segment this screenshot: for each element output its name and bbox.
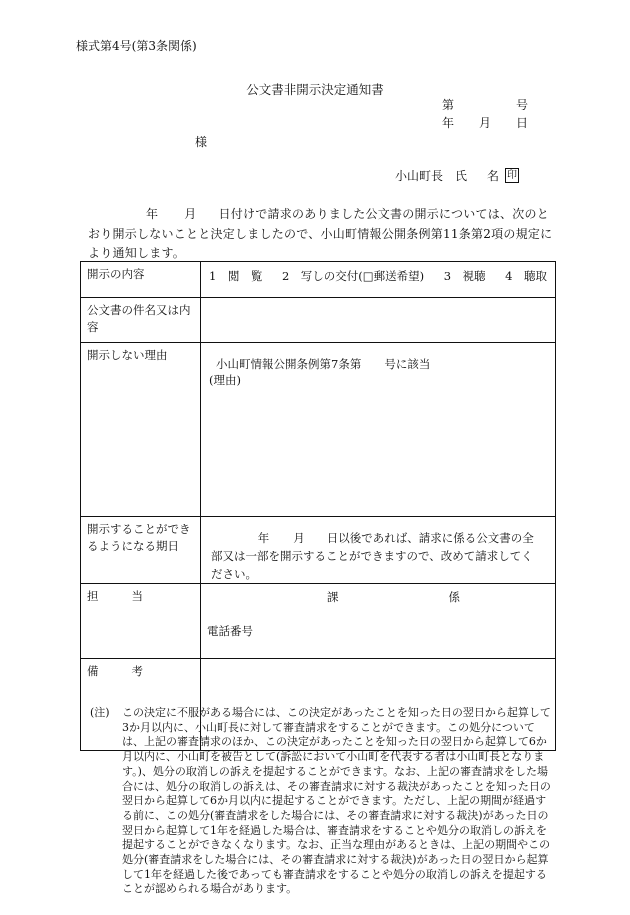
addressee-suffix: 様 bbox=[195, 135, 208, 149]
intro-month: 月 bbox=[184, 207, 197, 221]
issuer-office: 小山町長 bbox=[395, 169, 444, 183]
disclosure-options bbox=[201, 262, 556, 298]
number-prefix: 第 bbox=[442, 98, 455, 112]
row-disclosure-content bbox=[81, 262, 556, 298]
row-possible-date bbox=[81, 517, 556, 584]
date-year: 年 bbox=[442, 116, 455, 130]
label-contact-a: 担 bbox=[87, 589, 99, 603]
label-remarks-b: 考 bbox=[131, 664, 143, 678]
document-title: 公文書非開示決定通知書 bbox=[246, 82, 384, 97]
reason-article: 小山町情報公開条例第7条第 号に該当 bbox=[216, 357, 431, 371]
contact-content bbox=[201, 584, 556, 659]
intro-paragraph bbox=[88, 205, 556, 264]
option-copy: 2 写しの交付(□郵送希望) bbox=[281, 269, 425, 283]
label-reason: 開示しない理由 bbox=[81, 343, 201, 517]
issue-date-line bbox=[442, 114, 528, 131]
number-suffix: 号 bbox=[515, 98, 528, 112]
date-month: 月 bbox=[478, 116, 491, 130]
document-name-value bbox=[201, 298, 556, 343]
label-contact-b: 当 bbox=[131, 589, 143, 603]
form-number: 様式第4号(第3条関係) bbox=[76, 39, 197, 53]
label-possible-date: 開示することができるようになる期日 bbox=[81, 517, 201, 584]
label-remarks-a: 備 bbox=[87, 664, 99, 678]
label-contact bbox=[81, 584, 201, 659]
reason-content bbox=[201, 343, 556, 517]
reason-caption: (理由) bbox=[209, 373, 241, 387]
possible-text: 日以後であれば、請求に係る公文書の全部又は一部を開示することができますので、改めて請求してください。 bbox=[211, 531, 534, 581]
intro-text: 日付けで請求のありました公文書の開示については、次のとおり開示しないことと決定しましたので、小山町情報公開条例第11条第2項の規定により通知します。 bbox=[88, 207, 553, 260]
document-number-line bbox=[442, 96, 528, 113]
possible-month: 月 bbox=[293, 531, 305, 545]
date-day: 日 bbox=[515, 116, 528, 130]
label-disclosure-content: 開示の内容 bbox=[81, 262, 201, 298]
note-section bbox=[80, 706, 556, 897]
note-text: この決定に不服がある場合には、この決定があったことを知った日の翌日から起算して3か月以内に、小山町長に対して審査請求をすることができます。この処分については、上記の審査請求のほか、この決定があったことを知った日の翌日から起算して6か月以内に、小山町を被告として(訴訟において小山町を代表する者は小山町長となります。)、処分の取消しの訴えを提起することができます。なお、上記の審査請求をした場合には、処分の取消しの訴えは、その審査請求に対する裁決があったことを知った日の翌日から起算して6か月以内に提起することができます。ただし、上記の期間が経過する前に、この処分(審査請求をした場合には、その審査請求に対する裁決)があった日の翌日から起算して1年を経過した場合は、審査請求をすることや処分の取消しの訴えを提起することができなくなります。なお、正当な理由があるときは、上記の期間やこの処分(審査請求をした場合には、その審査請求に対する裁決)があった日の翌日から起算して1年を経過した後であっても審査請求をすることや処分の取消しの訴えを提起することが認められる場合があります。 bbox=[122, 706, 551, 896]
subsection-label: 係 bbox=[448, 590, 460, 604]
section-label: 課 bbox=[327, 590, 339, 604]
note-mark: (注) bbox=[90, 706, 110, 719]
seal-mark: 印 bbox=[507, 170, 518, 181]
label-document-name: 公文書の件名又は内容 bbox=[81, 298, 201, 343]
option-listen: 4 聴取 bbox=[505, 269, 547, 283]
possible-year: 年 bbox=[257, 531, 270, 545]
intro-year: 年 bbox=[146, 207, 159, 221]
row-contact bbox=[81, 584, 556, 659]
issuer-name-label-1: 氏 bbox=[455, 169, 468, 183]
issuer-line bbox=[395, 167, 519, 184]
option-watch: 3 視聴 bbox=[443, 269, 486, 283]
issuer-name-label-2: 名 bbox=[487, 169, 500, 183]
decision-table bbox=[80, 261, 556, 751]
option-view: 1 閲 覧 bbox=[209, 269, 263, 283]
possible-date-content bbox=[201, 517, 556, 584]
row-reason bbox=[81, 343, 556, 517]
phone-label: 電話番号 bbox=[207, 624, 253, 638]
row-document-name bbox=[81, 298, 556, 343]
